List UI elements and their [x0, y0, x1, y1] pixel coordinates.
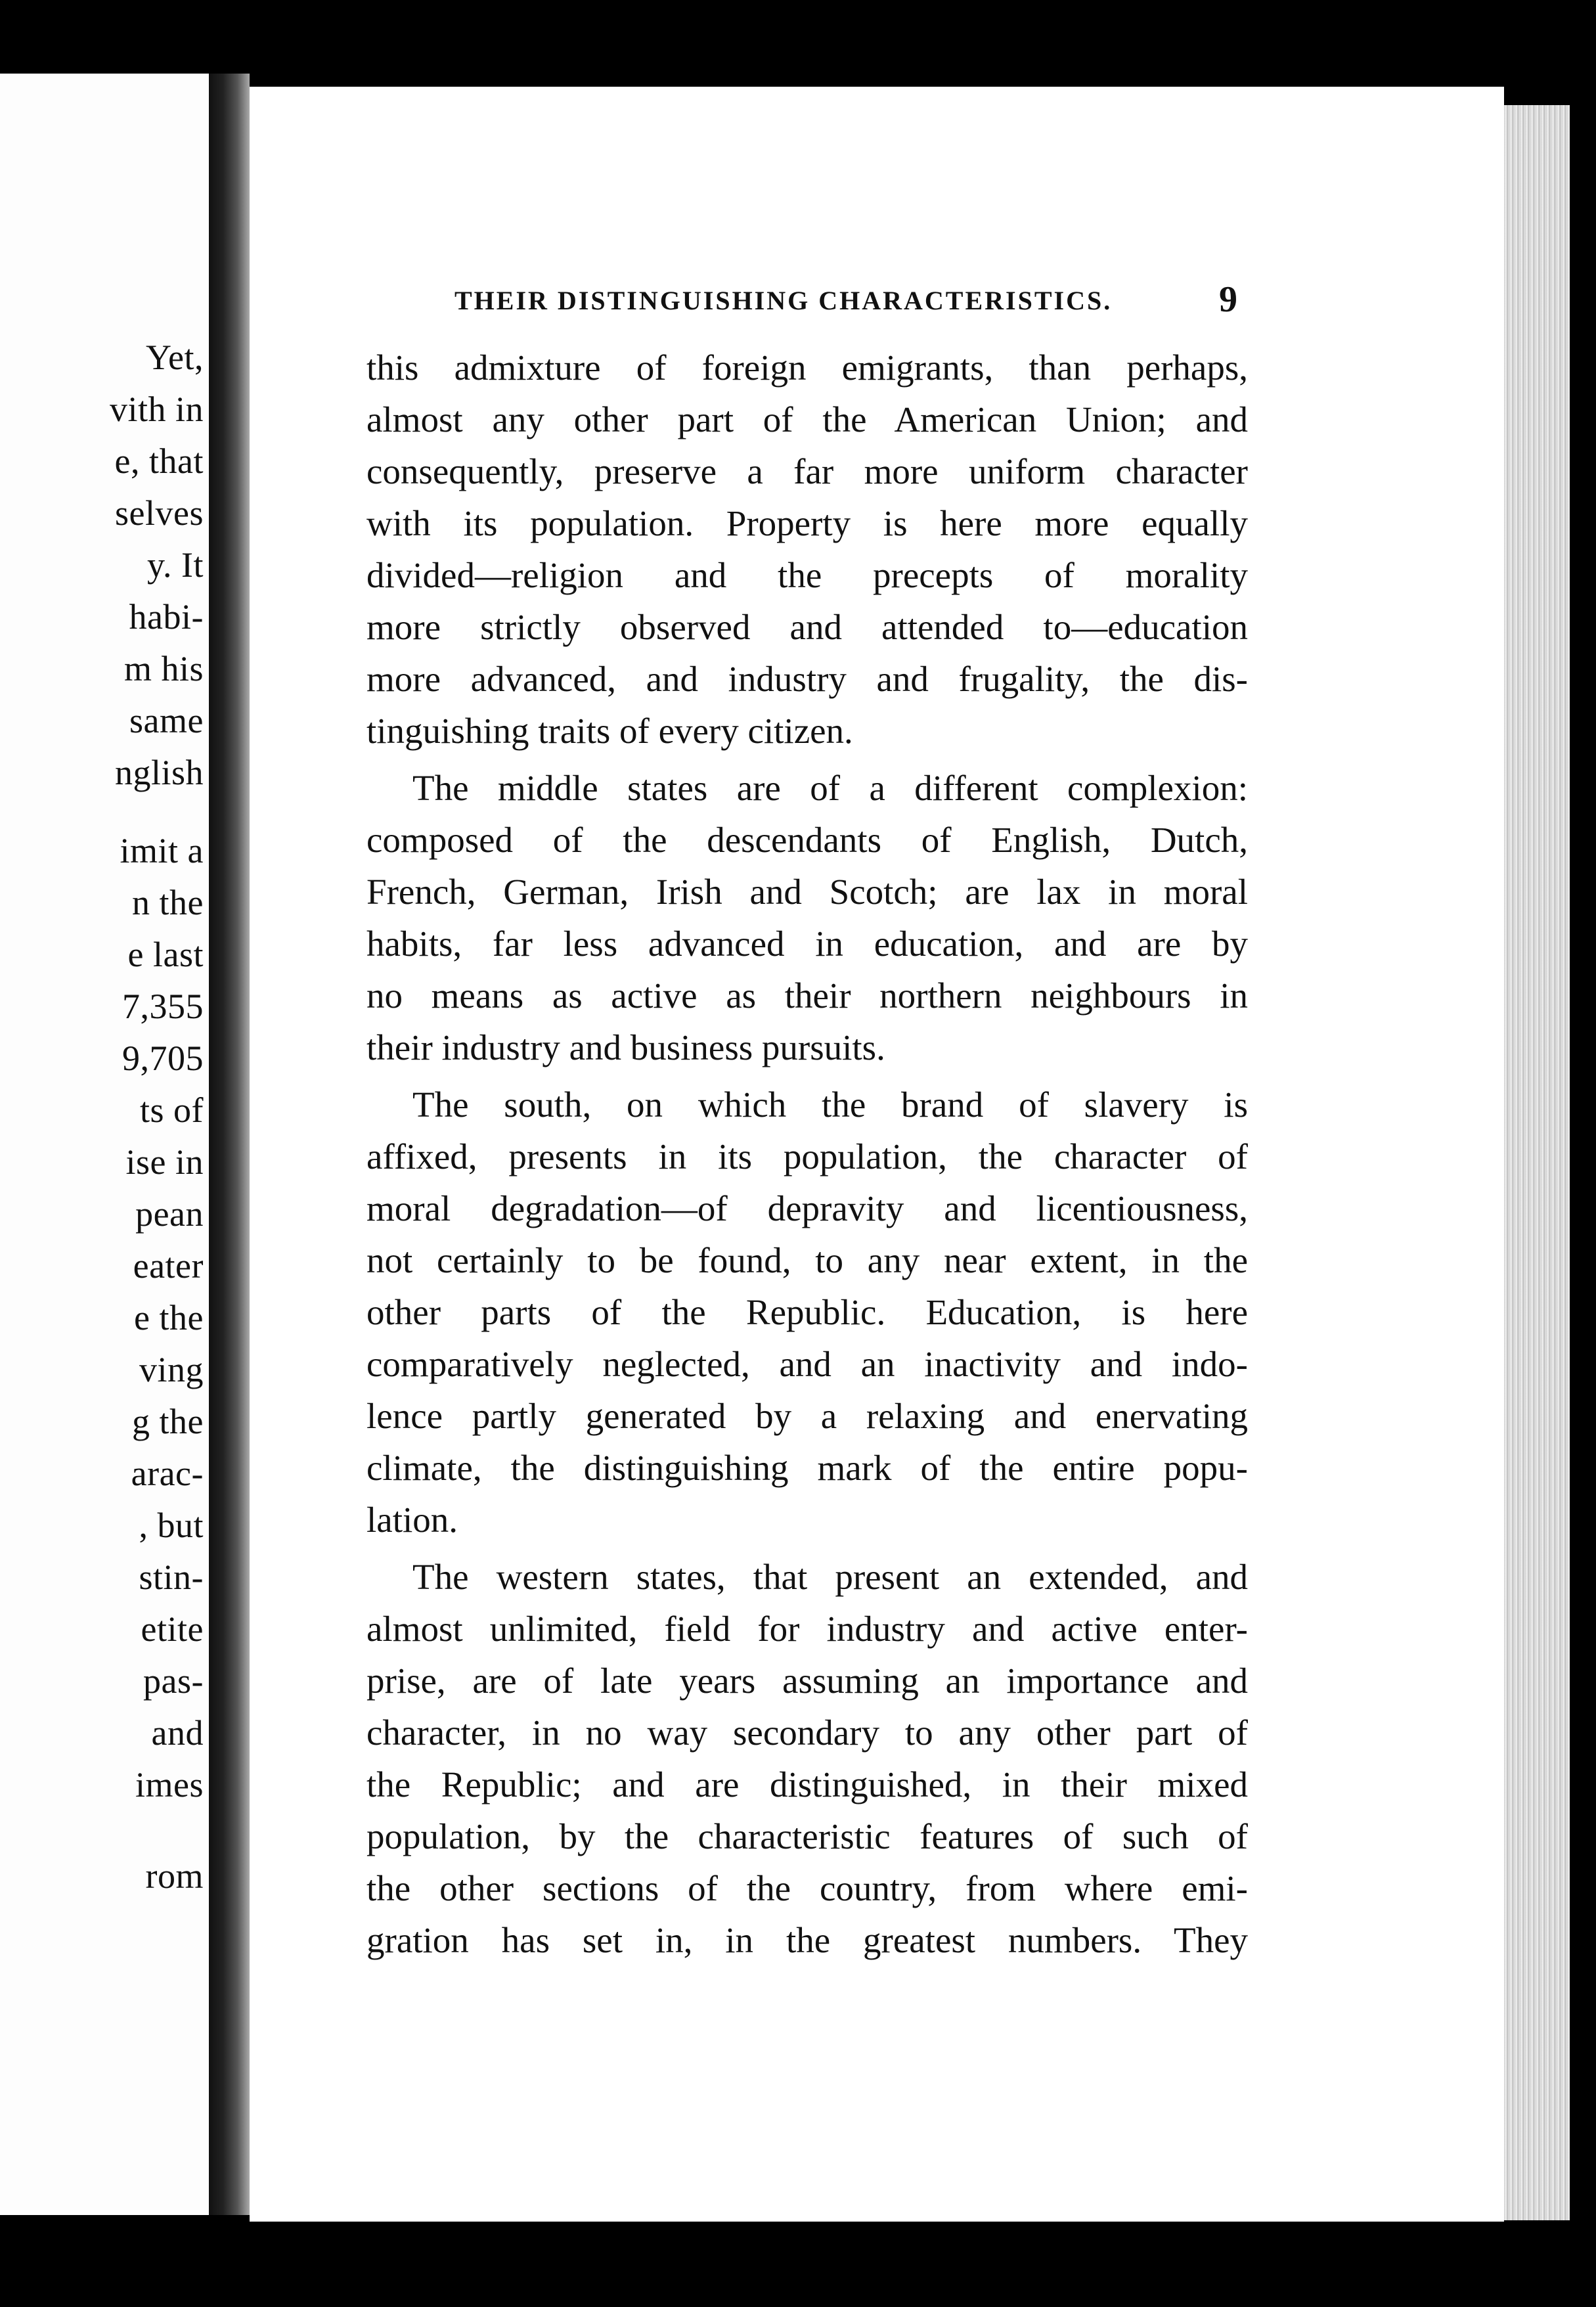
text-line: with its population. Property is here more equally [366, 503, 1248, 543]
previous-page-line-fragment: ving [139, 1350, 204, 1389]
previous-page-line-fragment: nglish [114, 753, 204, 792]
text-line: other parts of the Republic. Education, is here [366, 1292, 1248, 1332]
previous-page-line-fragment: and [151, 1713, 204, 1753]
previous-page-line-fragment: , but [139, 1506, 204, 1545]
text-line: composed of the descendants of English, Dutch, [366, 820, 1248, 860]
paragraph [366, 1551, 1248, 1966]
paragraph [366, 762, 1248, 1073]
previous-page-line-fragment: 7,355 [122, 987, 204, 1026]
previous-page-line-fragment: pean [135, 1194, 204, 1234]
previous-page-line-fragment: imit a [120, 831, 204, 870]
paragraph [366, 1079, 1248, 1546]
text-line: The western states, that present an extended, and [412, 1557, 1248, 1597]
text-line: consequently, preserve a far more uniform character [366, 451, 1248, 491]
previous-page-line-fragment: selves [115, 493, 204, 533]
previous-page-line-fragment: n the [132, 883, 204, 922]
previous-page-line-fragment: m his [123, 649, 204, 688]
text-line: almost unlimited, field for industry and active enter- [366, 1609, 1248, 1649]
text-line: more advanced, and industry and frugality, the dis- [366, 659, 1248, 699]
previous-page-line-fragment: e the [134, 1298, 204, 1337]
text-line: character, in no way secondary to any other part of [366, 1713, 1248, 1753]
text-line: The middle states are of a different complexion: [412, 768, 1248, 808]
text-line: moral degradation—of depravity and licentiousness, [366, 1188, 1248, 1228]
text-line: tinguishing traits of every citizen. [366, 711, 853, 751]
text-line: divided—religion and the precepts of morality [366, 555, 1248, 595]
text-line: the Republic; and are distinguished, in their mixed [366, 1764, 1248, 1804]
previous-page-line-fragment: eater [133, 1246, 204, 1286]
text-line: comparatively neglected, and an inactivity and indo- [366, 1344, 1248, 1384]
text-line: lation. [366, 1500, 458, 1540]
body-text [366, 342, 1248, 1971]
text-line: not certainly to be found, to any near extent, in the [366, 1240, 1248, 1280]
previous-page-line-fragment: rom [145, 1856, 204, 1896]
previous-page-line-fragment: vith in [109, 390, 204, 429]
page-number: 9 [1219, 279, 1237, 320]
previous-page-line-fragment: e, that [114, 441, 204, 481]
previous-page-line-fragment: y. It [147, 545, 204, 585]
previous-page-line-fragment: same [129, 701, 204, 740]
previous-page-line-fragment: imes [135, 1765, 204, 1804]
previous-page-line-fragment: g the [132, 1402, 204, 1441]
previous-page [0, 74, 209, 2215]
previous-page-line-fragment: Yet, [145, 338, 204, 377]
text-line: habits, far less advanced in education, and are by [366, 924, 1248, 964]
text-line: this admixture of foreign emigrants, than perhaps, [366, 347, 1248, 388]
paragraph [366, 342, 1248, 757]
previous-page-line-fragment: etite [141, 1609, 204, 1649]
text-line: more strictly observed and attended to—education [366, 607, 1248, 647]
text-line: the other sections of the country, from where emi- [366, 1868, 1248, 1908]
previous-page-line-fragment: 9,705 [122, 1039, 204, 1078]
text-line: their industry and business pursuits. [366, 1027, 885, 1067]
text-line: prise, are of late years assuming an importance and [366, 1661, 1248, 1701]
text-line: The south, on which the brand of slavery is [412, 1085, 1248, 1125]
text-line: French, German, Irish and Scotch; are lax in moral [366, 872, 1248, 912]
text-line: population, by the characteristic features of such of [366, 1816, 1248, 1856]
previous-page-line-fragment: stin- [139, 1557, 204, 1597]
text-line: lence partly generated by a relaxing and enervating [366, 1396, 1248, 1436]
page-edges [1504, 105, 1570, 2220]
text-line: affixed, presents in its population, the character of [366, 1136, 1248, 1176]
previous-page-line-fragment: habi- [129, 597, 204, 637]
text-line: no means as active as their northern neighbours in [366, 975, 1248, 1016]
previous-page-line-fragment: pas- [143, 1661, 204, 1701]
previous-page-line-fragment: e last [127, 935, 204, 974]
text-line: almost any other part of the American Union; and [366, 399, 1248, 439]
text-line: gration has set in, in the greatest numbers. They [366, 1920, 1248, 1960]
previous-page-line-fragment: arac- [131, 1454, 204, 1493]
previous-page-line-fragment: ise in [125, 1142, 204, 1182]
text-line: climate, the distinguishing mark of the entire popu- [366, 1448, 1248, 1488]
running-head: THEIR DISTINGUISHING CHARACTERISTICS. [454, 286, 1113, 315]
previous-page-line-fragment: ts of [140, 1090, 204, 1130]
book-gutter-shadow [209, 74, 250, 2215]
